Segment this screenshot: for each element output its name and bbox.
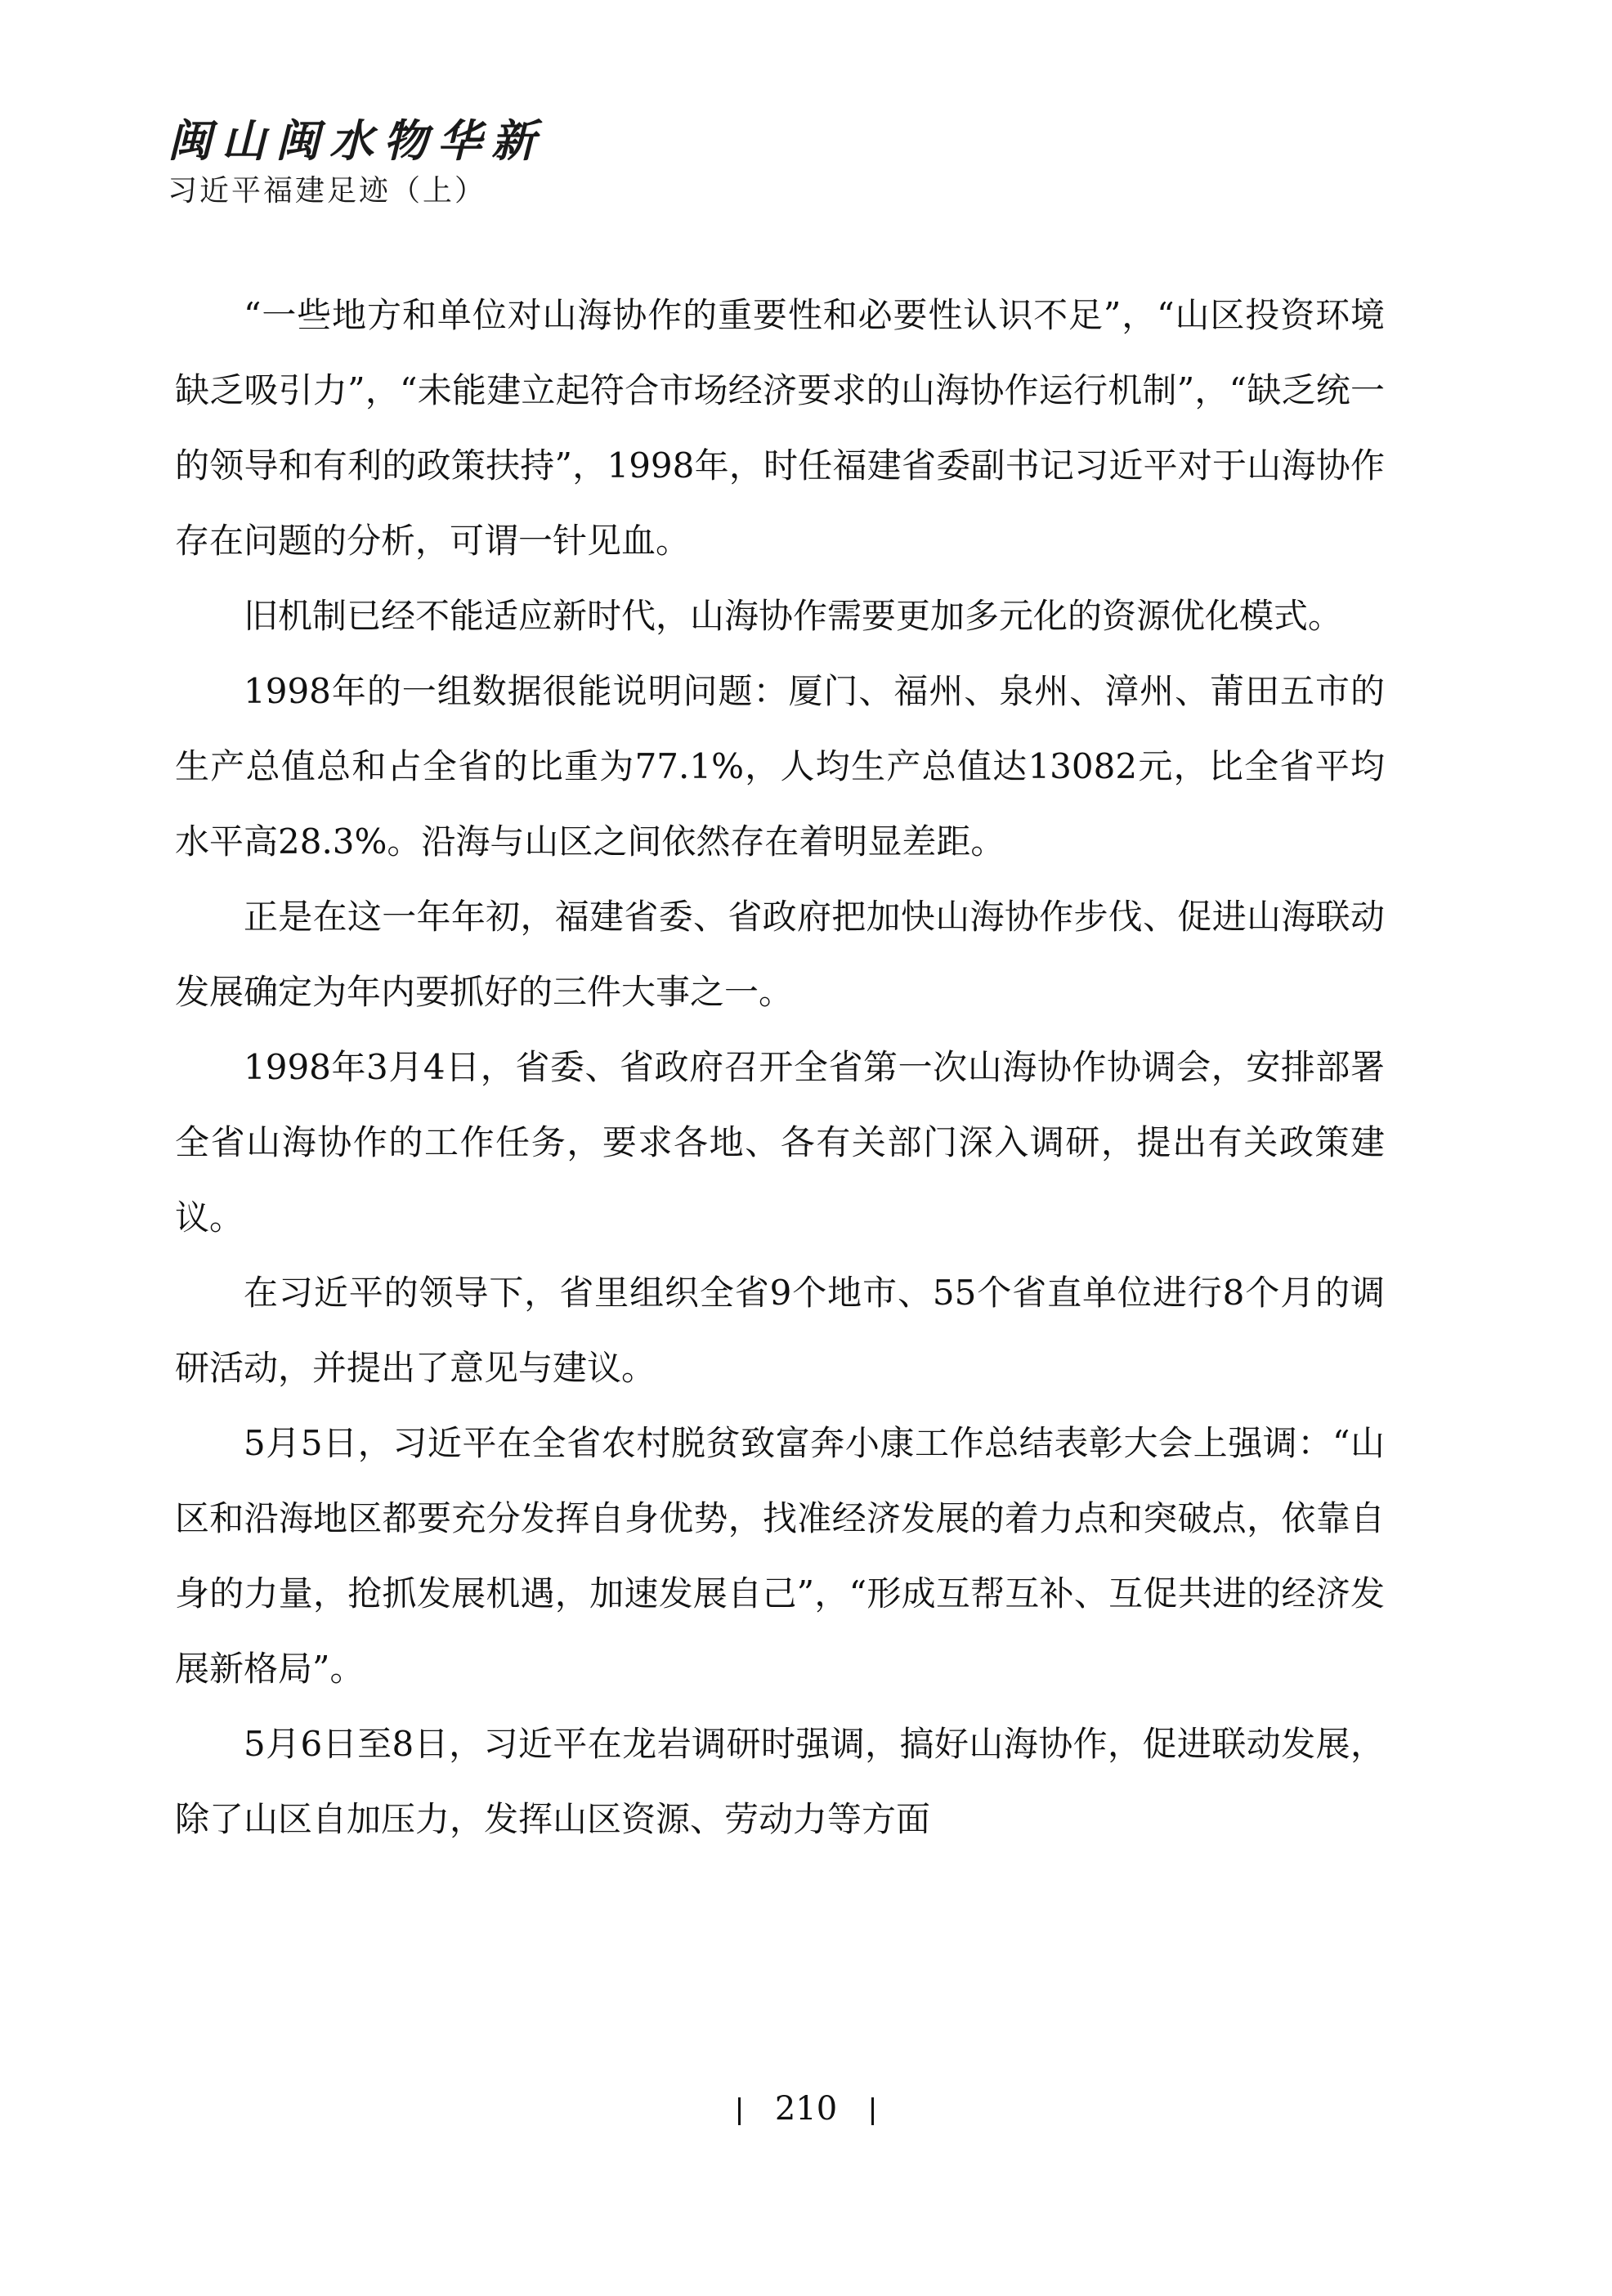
body-text (175, 278, 1385, 1857)
page-number: 210 (774, 2090, 838, 2128)
paragraph-4: 正是在这一年年初，福建省委、省政府把加快山海协作步伐、促进山海联动发展确定为年内要抓好的三件大事之一。 (175, 897, 1385, 1012)
paragraph-5: 1998年3月4日，省委、省政府召开全省第一次山海协作协调会，安排部署全省山海协作的工作任务，要求各地、各有关部门深入调研，提出有关政策建议。 (175, 1047, 1385, 1238)
page-footer (0, 2084, 1612, 2133)
running-header (168, 114, 822, 211)
folio-rule-right (871, 2097, 874, 2125)
paragraph-7: 5月5日，习近平在全省农村脱贫致富奔小康工作总结表彰大会上强调：“山区和沿海地区都要充分发挥自身优势，找准经济发展的着力点和突破点，依靠自身的力量，抢抓发展机遇，加速发展自己”，“形成互帮互补、互促共进的经济发展新格局”。 (175, 1423, 1385, 1689)
paragraph-2: 旧机制已经不能适应新时代，山海协作需要更加多元化的资源优化模式。 (244, 596, 1343, 636)
paragraph-1: “一些地方和单位对山海协作的重要性和必要性认识不足”，“山区投资环境缺乏吸引力”，“未能建立起符合市场经济要求的山海协作运行机制”，“缺乏统一的领导和有利的政策扶持”，1998年，时任福建省委副书记习近平对于山海协作存在问题的分析，可谓一针见血。 (175, 295, 1385, 561)
book-subtitle: 习近平福建足迹（上） (168, 174, 487, 208)
paragraph-6: 在习近平的领导下，省里组织全省9个地市、55个省直单位进行8个月的调研活动，并提出了意见与建议。 (175, 1273, 1385, 1388)
paragraph-8: 5月6日至8日，习近平在龙岩调研时强调，搞好山海协作，促进联动发展，除了山区自加压力，发挥山区资源、劳动力等方面 (175, 1724, 1385, 1839)
folio-rule-left (738, 2097, 741, 2125)
series-title: 闽山闽水物华新 (168, 114, 545, 167)
paragraph-3: 1998年的一组数据很能说明问题：厦门、福州、泉州、漳州、莆田五市的生产总值总和占全省的比重为77.1%，人均生产总值达13082元，比全省平均水平高28.3%。沿海与山区之间依然存在着明显差距。 (175, 671, 1385, 862)
